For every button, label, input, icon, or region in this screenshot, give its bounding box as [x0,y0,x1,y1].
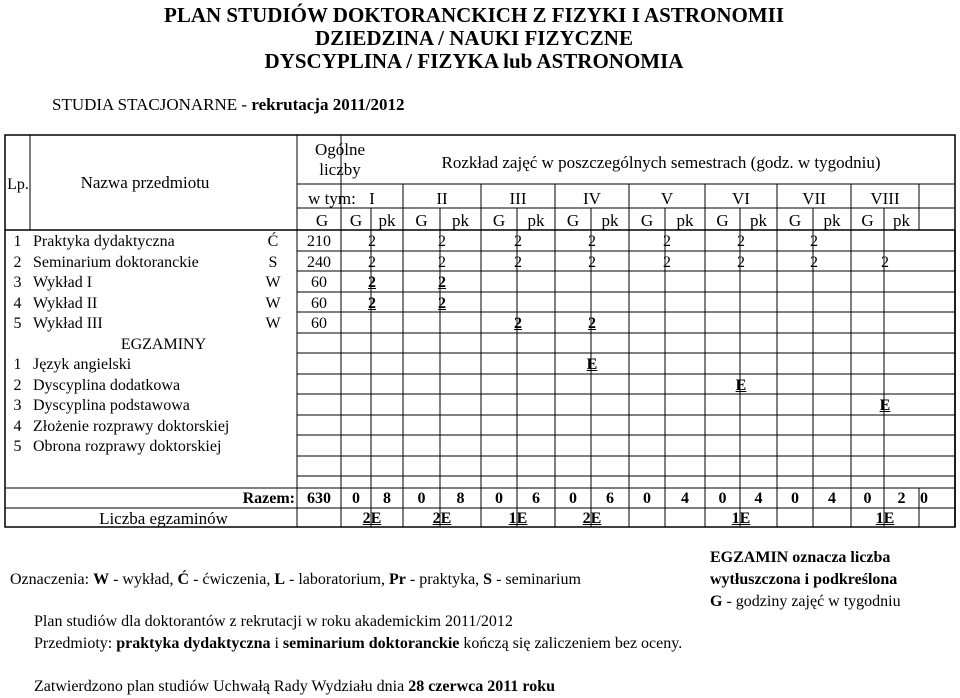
exam-note-line1: EGZAMIN oznacza liczba [710,549,891,566]
razem-value: 8 [456,490,465,507]
approval-prefix: Zatwierdzono plan studiów Uchwałą Rady Wydziału dnia [34,678,409,695]
subtitle [52,95,405,115]
semester-header: VIII [870,189,900,208]
exam-lp: 5 [13,438,22,455]
row-total: 60 [311,295,327,312]
exam-lp: 4 [13,418,22,435]
subjects-prefix: Przedmioty: [34,635,117,652]
exam-lp: 2 [13,377,22,394]
exam-count-label: Liczba egzaminów [99,509,228,528]
exam-count: 1E [508,510,528,527]
legend-prefix: Oznaczenia: [10,571,94,588]
legend-key: W [93,571,110,588]
row-value: 2 [810,254,818,271]
exam-mark: E [586,356,598,373]
pk-header: pk [750,211,767,230]
razem-value: 0 [643,490,651,507]
row-name: Wykład II [33,295,98,312]
row-lp: 1 [13,233,22,250]
pk-header: pk [378,211,396,230]
row-name: Wykład III [33,315,103,332]
g-header: G [566,211,580,230]
plan-note: Plan studiów dla doktorantów z rekrutacji w roku akademickim 2011/2012 [34,613,513,630]
row-total: 60 [311,315,327,332]
legend-desc: - wykład, [109,571,178,588]
razem-total: 630 [307,490,331,507]
legend-key: L [274,571,286,588]
g-note-desc: - godziny zajęć w tygodniu [722,593,901,610]
subjects-note [34,635,682,653]
row-type: W [265,315,281,332]
subjects-suffix: kończą się zaliczeniem bez oceny. [459,635,683,652]
exam-lp: 3 [13,397,22,414]
row-total: 60 [311,274,327,291]
row-name: Wykład I [33,274,93,291]
razem-value: 4 [828,490,836,507]
razem-label: Razem: [242,490,295,507]
row-value: 2 [368,274,376,291]
exam-lp: 1 [13,356,22,373]
razem-value: 8 [383,490,391,507]
row-total: 210 [307,233,331,250]
semester-header: III [509,189,527,208]
row-value: 2 [588,254,596,271]
g-header: G [788,211,802,230]
g-header: G [716,211,729,230]
subjects-bold-1: praktyka dydaktyczna [116,635,271,652]
razem-value-last: 0 [920,490,928,507]
legend-key: Ć [177,571,190,588]
exam-mark: E [879,397,891,414]
row-value: 2 [588,233,596,250]
exam-count: 2E [362,510,382,527]
g-header: G [492,211,506,230]
exam-name: Obrona rozprawy doktorskiej [33,438,222,455]
g-header: G [640,211,654,230]
subjects-bold-2: seminarium doktoranckie [282,635,460,652]
row-name: Seminarium doktoranckie [33,254,199,271]
pk-header: pk [527,211,545,230]
semester-header: V [660,189,674,208]
razem-value: 0 [495,490,503,507]
row-type: S [268,254,278,271]
row-value: 2 [438,233,446,250]
g-header: G [415,211,428,230]
razem-value: 6 [532,490,540,507]
pk-header: pk [823,211,841,230]
legend [10,571,581,589]
row-type: W [265,274,281,291]
exams-header: EGZAMINY [120,336,207,353]
row-value: 2 [514,254,522,271]
row-lp: 5 [13,315,22,332]
row-total: 240 [307,254,331,271]
legend-desc: - praktyka, [405,571,484,588]
row-value: 2 [368,295,376,312]
razem-value: 2 [897,490,906,507]
header-lp: Lp. [7,176,29,193]
subtitle-recruitment: rekrutacja 2011/2012 [251,95,405,114]
exam-count: 2E [432,510,452,527]
row-value: 2 [514,233,522,250]
exam-count: 1E [731,510,751,527]
row-value: 2 [663,254,671,271]
exam-count: 1E [875,510,895,527]
razem-value: 4 [681,490,689,507]
g-note [710,593,901,611]
row-value: 2 [438,254,446,271]
header-name: Nazwa przedmiotu [80,173,210,192]
row-type: W [265,295,281,312]
header-w-tym: w tym: [308,189,356,208]
exam-name: Dyscyplina podstawowa [33,397,190,414]
pk-header: pk [452,211,469,230]
g-header: G [349,211,363,230]
pk-header: pk [676,211,694,230]
row-value: 2 [438,295,446,312]
row-value: 2 [881,254,889,271]
razem-value: 0 [417,490,426,507]
title-line-1: PLAN STUDIÓW DOKTORANCKICH Z FIZYKI I ASTRONOMII [164,3,784,27]
pk-header: pk [601,211,619,230]
subtitle-prefix: STUDIA STACJONARNE - [52,95,252,114]
exam-name: Dyscyplina dodatkowa [33,377,181,394]
title-line-3: DYSCYPLINA / FIZYKA lub ASTRONOMIA [264,49,684,73]
row-value: 2 [737,233,745,250]
semester-header: I [369,189,375,208]
approval-note [34,678,555,696]
razem-value: 6 [606,490,614,507]
semester-header: VII [802,189,826,208]
pk-header: pk [893,211,910,230]
row-value: 2 [438,274,446,291]
row-lp: 4 [13,295,22,312]
row-name: Praktyka dydaktyczna [33,233,175,250]
razem-value: 0 [718,490,727,507]
legend-key: S [483,571,493,588]
g-header: G [861,211,874,230]
row-value: 2 [368,254,376,271]
row-value: 2 [368,233,376,250]
legend-desc: - seminarium [492,571,581,588]
razem-value: 0 [352,490,360,507]
row-type: Ć [267,233,279,250]
legend-desc: - laboratorium, [285,571,389,588]
g-note-key: G [710,593,723,610]
header-total: Ogólne liczby [314,140,366,179]
semester-header: VI [732,189,750,208]
semester-header: II [436,189,448,208]
g-header-total: G [315,211,329,230]
exam-name: Złożenie rozprawy doktorskiej [33,418,230,435]
exam-note-line2: wytłuszczona i podkreślona [710,571,898,588]
exam-count: 2E [582,510,602,527]
legend-desc: - ćwiczenia, [189,571,275,588]
razem-value: 4 [754,490,763,507]
subjects-mid: i [270,635,283,652]
row-lp: 3 [13,274,22,291]
row-value: 2 [588,315,596,332]
row-value: 2 [737,254,745,271]
legend-key: Pr [388,571,406,588]
row-value: 2 [663,233,671,250]
exam-name: Język angielski [33,356,132,373]
header-distribution: Rozkład zajęć w poszczególnych semestrach (godz. w tygodniu) [441,153,881,172]
row-value: 2 [514,315,522,332]
semester-header: IV [583,189,601,208]
approval-date: 28 czerwca 2011 roku [408,678,555,695]
razem-value: 0 [569,490,577,507]
razem-value: 0 [791,490,799,507]
row-value: 2 [810,233,818,250]
exam-mark: E [735,377,747,394]
title-line-2: DZIEDZINA / NAUKI FIZYCZNE [315,26,633,50]
razem-value: 0 [863,490,872,507]
row-lp: 2 [13,254,22,271]
